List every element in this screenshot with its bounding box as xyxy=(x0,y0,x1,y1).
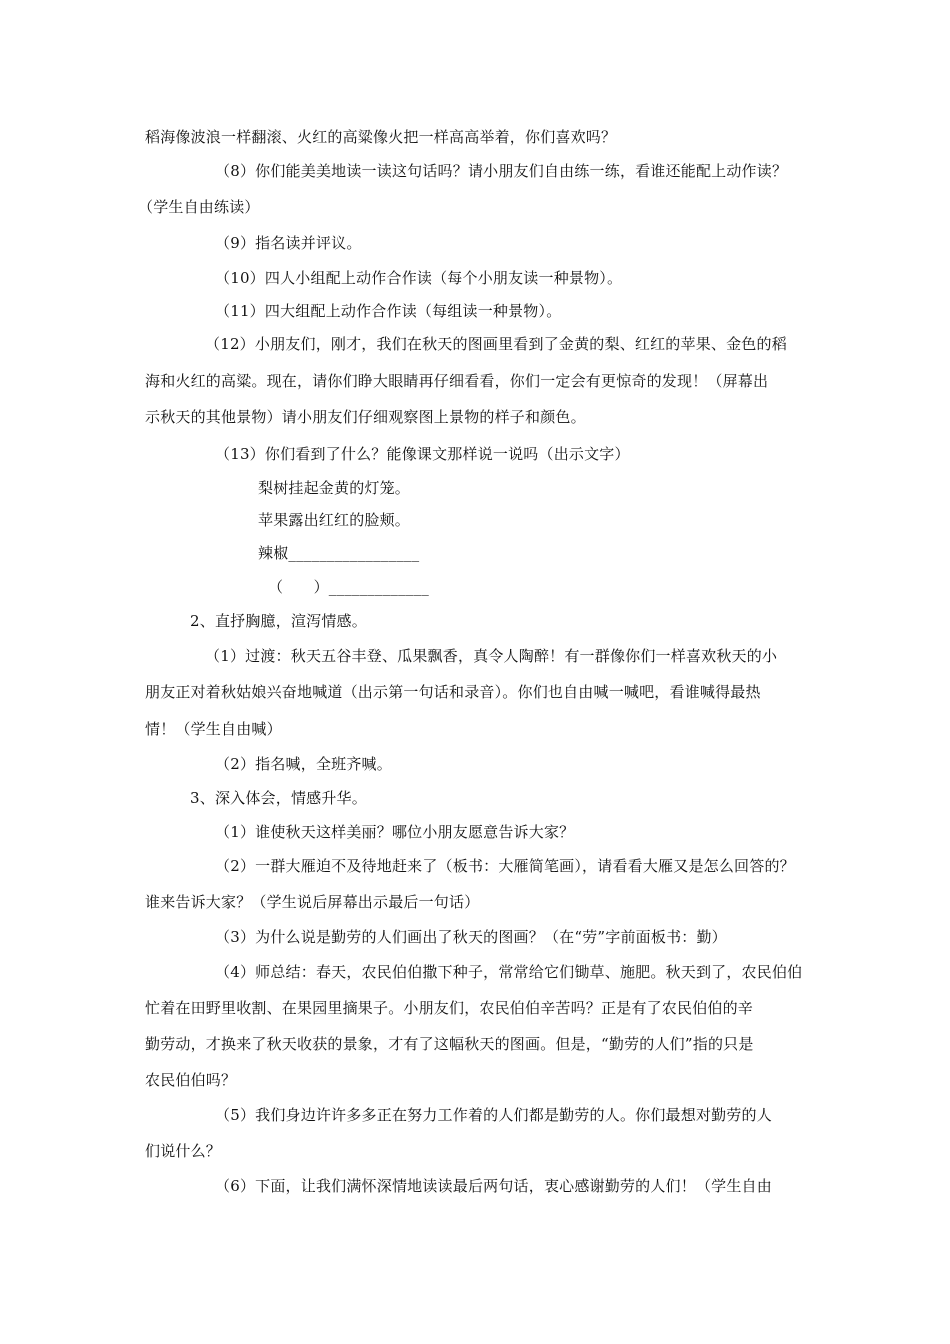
paragraph-line: （10）四人小组配上动作合作读（每个小朋友读一种景物）。 xyxy=(215,269,623,287)
paragraph-line: 忙着在田野里收割、在果园里摘果子。小朋友们，农民伯伯辛苦吗？正是有了农民伯伯的辛 xyxy=(145,999,754,1017)
paragraph-line: （12）小朋友们，刚才，我们在秋天的图画里看到了金黄的梨、红红的苹果、金色的稻 xyxy=(205,335,787,353)
paragraph-line: 情！（学生自由喊） xyxy=(145,720,282,738)
paragraph-line: （6）下面，让我们满怀深情地读读最后两句话，衷心感谢勤劳的人们！（学生自由 xyxy=(215,1177,772,1195)
example-line: 苹果露出红红的脸颊。 xyxy=(258,511,411,529)
fill-blank-line: 辣椒_________________ xyxy=(258,544,420,562)
paragraph-line: 稻海像波浪一样翻滚、火红的高粱像火把一样高高举着，你们喜欢吗？ xyxy=(145,128,617,146)
paragraph-line: （4）师总结：春天，农民伯伯撒下种子，常常给它们锄草、施肥。秋天到了，农民伯伯 xyxy=(215,963,803,981)
paragraph-line: （9）指名读并评议。 xyxy=(215,234,362,252)
paragraph-line: （3）为什么说是勤劳的人们画出了秋天的图画？（在“劳”字前面板书：勤） xyxy=(215,928,727,946)
paragraph-line: （8）你们能美美地读一读这句话吗？请小朋友们自由练一练，看谁还能配上动作读？ xyxy=(215,162,788,180)
paragraph-line: 农民伯伯吗？ xyxy=(145,1071,237,1089)
paragraph-line: （13）你们看到了什么？能像课文那样说一说吗（出示文字） xyxy=(215,445,630,463)
paragraph-line: （2）指名喊，全班齐喊。 xyxy=(215,755,392,773)
paragraph-line: （5）我们身边许许多多正在努力工作着的人们都是勤劳的人。你们最想对勤劳的人 xyxy=(215,1106,772,1124)
paragraph-line: （2）一群大雁迫不及待地赶来了（板书：大雁简笔画），请看看大雁又是怎么回答的？ xyxy=(215,857,795,875)
section-heading: 3、深入体会，情感升华。 xyxy=(190,789,367,807)
fill-blank-line: （ ）_____________ xyxy=(268,578,429,596)
paragraph-line: （1）过渡：秋天五谷丰登、瓜果飘香，真令人陶醉！有一群像你们一样喜欢秋天的小 xyxy=(205,647,778,665)
paragraph-line: 们说什么？ xyxy=(145,1142,222,1160)
paragraph-line: 勤劳动，才换来了秋天收获的景象，才有了这幅秋天的图画。但是，“勤劳的人们”指的只是 xyxy=(145,1035,754,1053)
paragraph-line: （1）谁使秋天这样美丽？哪位小朋友愿意告诉大家？ xyxy=(215,823,575,841)
paragraph-line: （11）四大组配上动作合作读（每组读一种景物）。 xyxy=(215,302,562,320)
paragraph-line: （学生自由练读） xyxy=(138,198,260,216)
paragraph-line: 海和火红的高粱。现在，请你们睁大眼睛再仔细看看，你们一定会有更惊奇的发现！（屏幕出 xyxy=(145,372,769,390)
section-heading: 2、直抒胸臆，渲泻情感。 xyxy=(190,612,367,630)
paragraph-line: 示秋天的其他景物）请小朋友们仔细观察图上景物的样子和颜色。 xyxy=(145,408,586,426)
paragraph-line: 谁来告诉大家？（学生说后屏幕出示最后一句话） xyxy=(145,893,480,911)
example-line: 梨树挂起金黄的灯笼。 xyxy=(258,479,411,497)
paragraph-line: 朋友正对着秋姑娘兴奋地喊道（出示第一句话和录音）。你们也自由喊一喊吧，看谁喊得最热 xyxy=(145,683,761,701)
